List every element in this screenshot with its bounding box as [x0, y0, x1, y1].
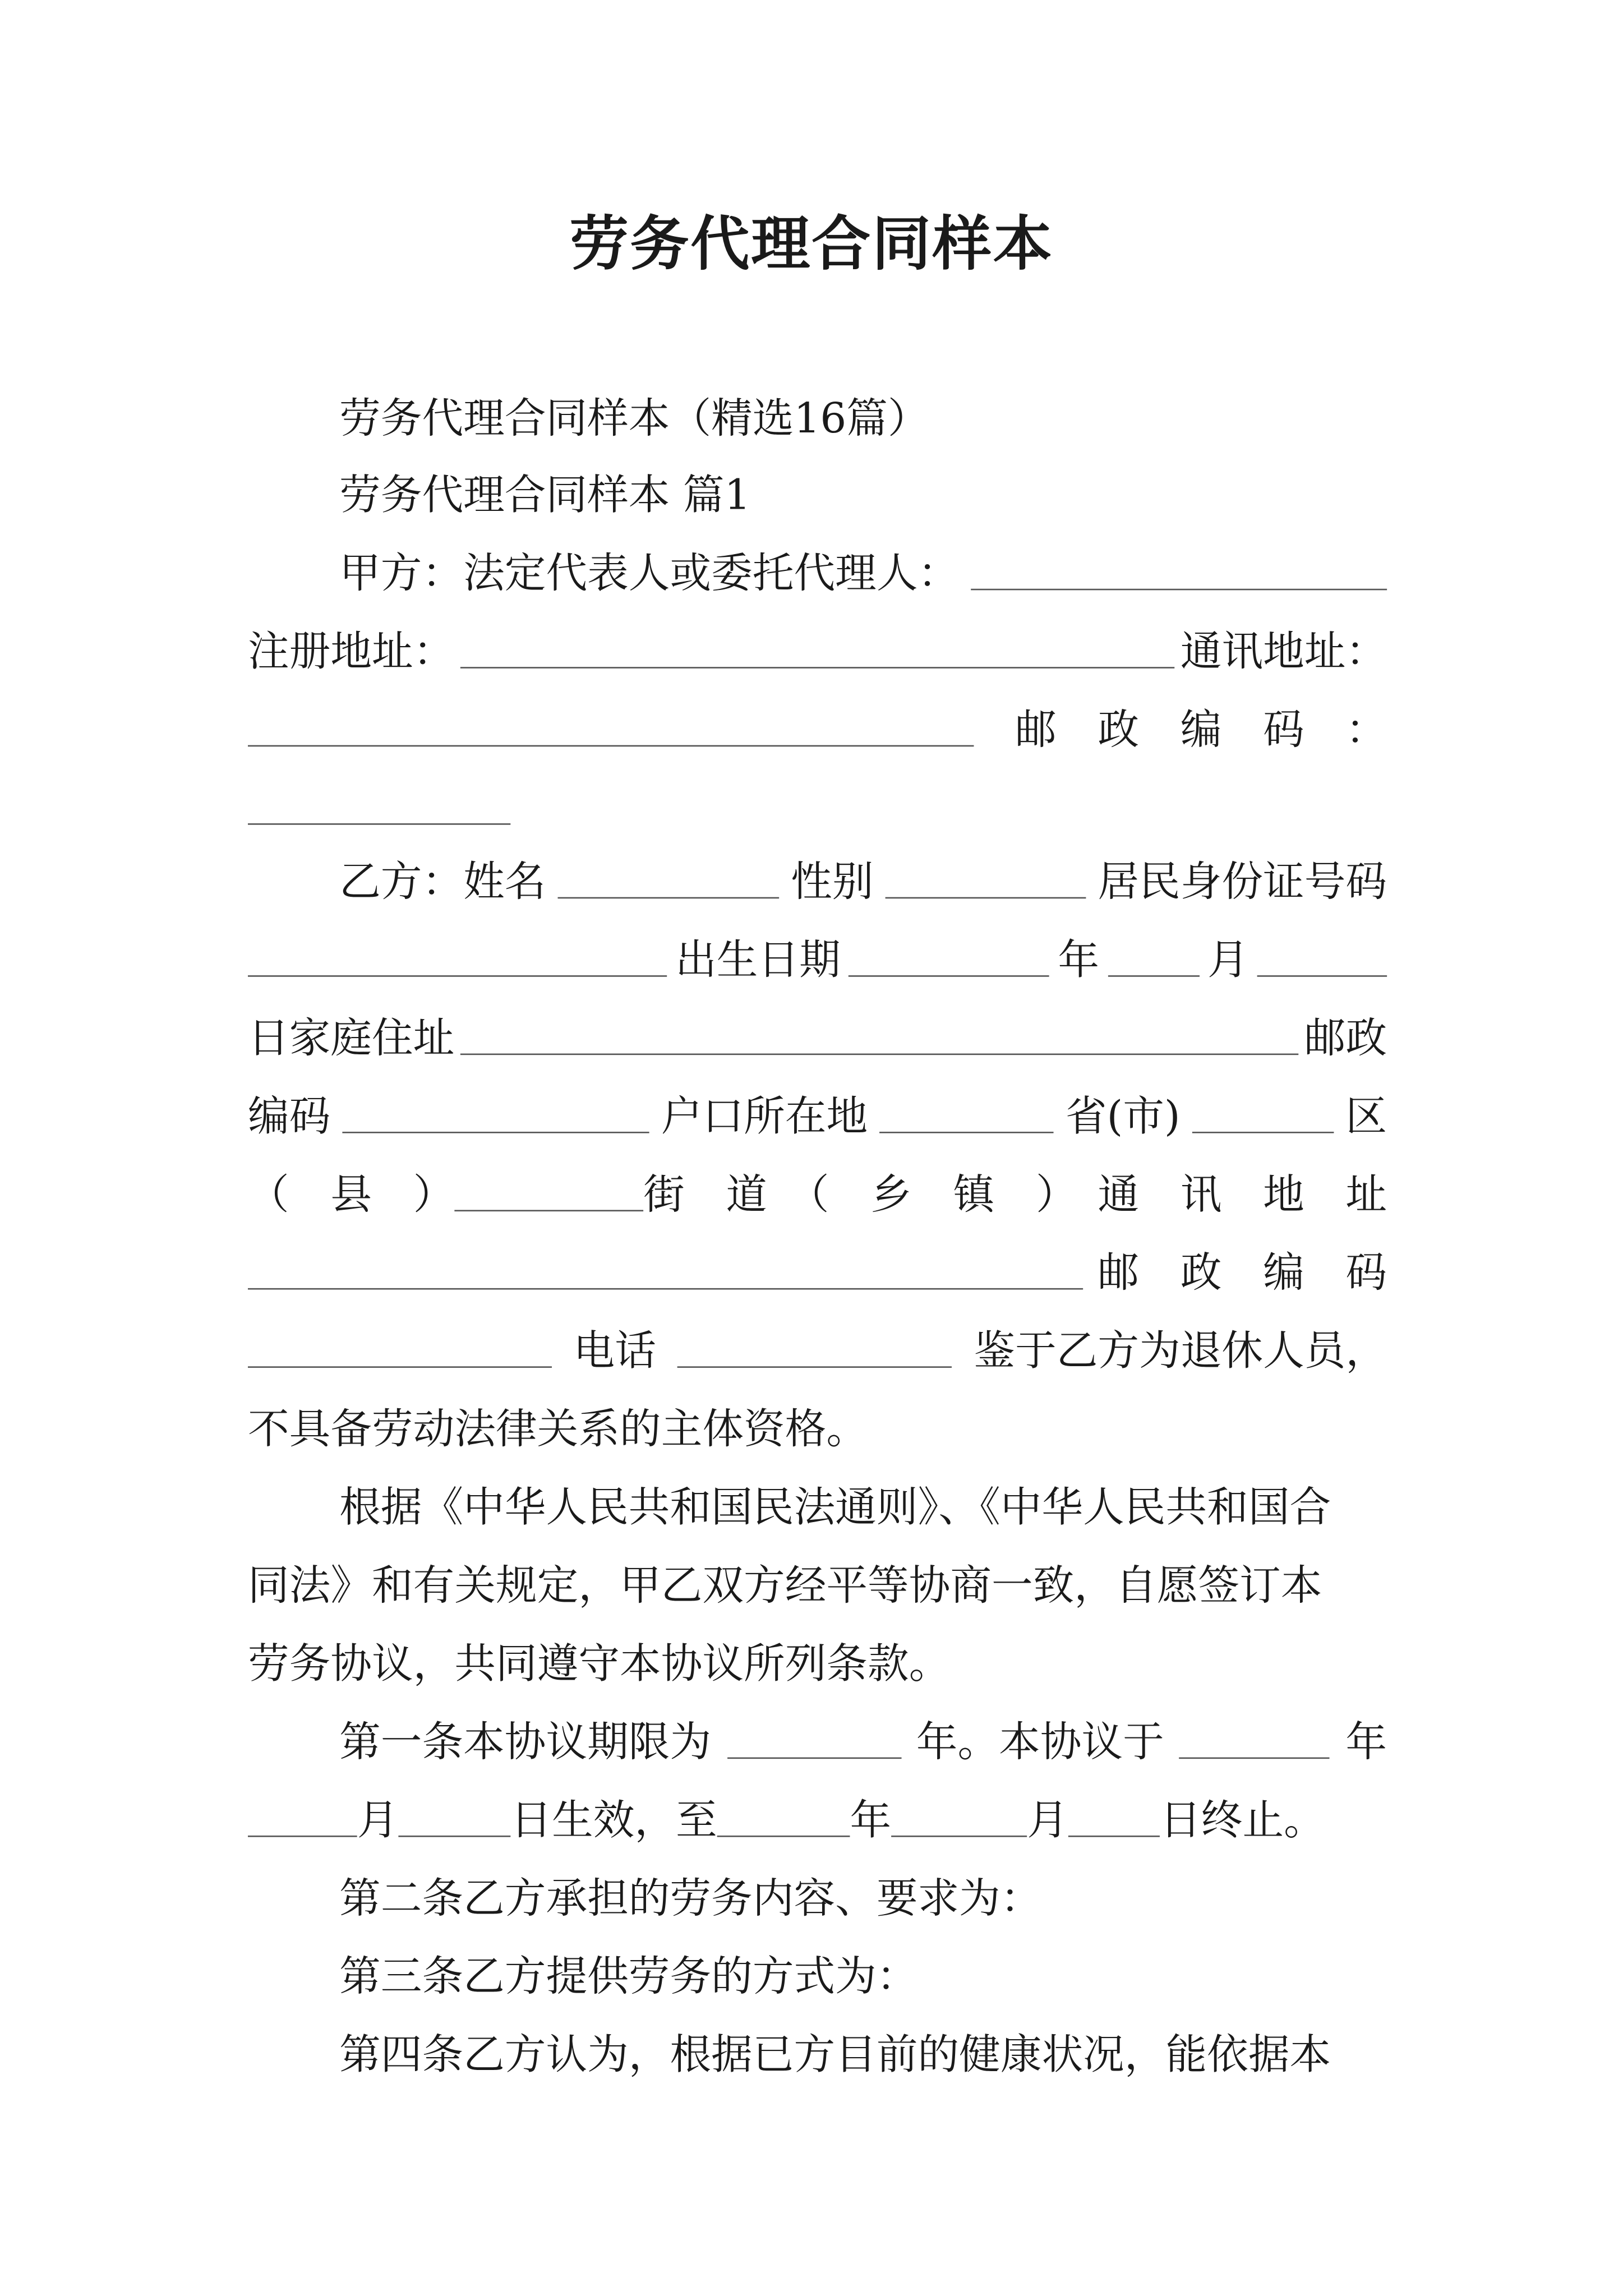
article-1-effective-label: 年。本协议于	[916, 1717, 1164, 1767]
party-a-address-line	[248, 626, 1387, 679]
article-2-line	[339, 1873, 1387, 1926]
article-3-text: 第三条乙方提供劳务的方式为：	[339, 1952, 918, 2001]
party-a-representative-label: 甲方：法定代表人或委托代理人：	[339, 548, 960, 598]
district-label: 区	[1345, 1091, 1387, 1141]
party-b-line-5	[248, 1169, 1387, 1222]
party-a-line	[339, 547, 1387, 601]
party-b-line-3	[248, 1012, 1387, 1066]
article-1-year-label: 年	[1345, 1717, 1387, 1767]
article-1-term-label: 第一条本协议期限为	[339, 1717, 712, 1767]
article-4-text: 第四条乙方认为，根据已方目前的健康状况，能依据本	[339, 2030, 1331, 2080]
province-label: 省(市)	[1065, 1091, 1181, 1141]
party-b-line-6	[248, 1247, 1387, 1300]
article-1-month-label: 月	[357, 1795, 399, 1845]
phone-label: 电话	[573, 1326, 656, 1376]
end-day-blank[interactable]	[1068, 1836, 1160, 1837]
province-blank[interactable]	[1192, 1132, 1334, 1133]
article-1-effective-to-label: 日生效，至	[510, 1795, 717, 1845]
communication-address-label: 通讯地址：	[1180, 627, 1387, 676]
article-4-line	[339, 2029, 1387, 2082]
basis-text-2: 同法》和有关规定，甲乙双方经平等协商一致，自愿签订本	[248, 1561, 1322, 1610]
start-day-blank[interactable]	[398, 1836, 510, 1837]
basis-text-1: 根据《中华人民共和国民法通则》、《中华人民共和国合	[339, 1483, 1331, 1532]
party-b-postal-code-blank[interactable]	[248, 1366, 552, 1368]
county-blank[interactable]	[454, 1210, 643, 1211]
birth-month-blank[interactable]	[1108, 975, 1199, 977]
article-1-line-1	[339, 1716, 1387, 1769]
section-heading: 劳务代理合同样本 篇1	[339, 471, 751, 520]
party-b-line-8	[248, 1403, 1387, 1456]
party-b-line-1	[339, 856, 1387, 909]
id-number-blank[interactable]	[248, 975, 667, 977]
postal-label-c: 邮 政 编 码	[1098, 1248, 1387, 1297]
start-month-blank[interactable]	[248, 1836, 357, 1837]
birth-year-blank[interactable]	[849, 975, 1050, 977]
party-b-line-2	[248, 934, 1387, 987]
hukou-label: 户口所在地	[661, 1091, 868, 1141]
end-year-blank[interactable]	[717, 1836, 850, 1837]
article-1-end-year-label: 年	[850, 1795, 892, 1845]
postal-label-b: 编码	[248, 1091, 331, 1141]
article-2-text: 第二条乙方承担的劳务内容、要求为：	[339, 1874, 1042, 1923]
term-years-blank[interactable]	[727, 1758, 901, 1759]
birth-day-blank[interactable]	[1257, 975, 1387, 977]
basis-line-3	[248, 1638, 1387, 1691]
subtitle: 劳务代理合同样本（精选16篇）	[339, 394, 929, 443]
registered-address-blank[interactable]	[460, 667, 1174, 668]
communication-address-blank[interactable]	[248, 745, 974, 747]
birth-date-label: 出生日期	[675, 935, 841, 984]
party-b-line-7	[248, 1325, 1387, 1378]
gender-blank[interactable]	[886, 897, 1086, 899]
retired-text: 鉴于乙方为退休人员，	[974, 1326, 1387, 1376]
registered-address-label: 注册地址：	[248, 627, 455, 676]
postal-label-a: 邮政	[1304, 1013, 1387, 1063]
party-a-postal-blank[interactable]	[248, 823, 510, 825]
phone-blank[interactable]	[677, 1366, 952, 1368]
party-b-comm-address-blank[interactable]	[248, 1288, 1083, 1290]
party-a-postal-label: 邮 政 编 码 ：	[1015, 705, 1387, 754]
section-heading-line	[339, 469, 1387, 523]
party-b-name-blank[interactable]	[558, 897, 780, 899]
month-label: 月	[1207, 935, 1249, 984]
retired-text-2: 不具备劳动法律关系的主体资格。	[248, 1404, 868, 1454]
article-3-line	[339, 1951, 1387, 2004]
document-title: 劳务代理合同样本	[569, 209, 1054, 279]
end-month-blank[interactable]	[891, 1836, 1027, 1837]
party-a-postal-blank-line	[248, 782, 1387, 835]
party-a-postal-line	[248, 704, 1387, 757]
party-b-line-4	[248, 1090, 1387, 1144]
subtitle-line	[339, 393, 1387, 446]
article-1-end-month-label: 月	[1027, 1795, 1069, 1845]
id-number-label: 居民身份证号码	[1098, 857, 1387, 906]
gender-label: 性别	[791, 857, 874, 906]
street-label: 街 道 （ 乡 镇 ） 通 讯 地 址	[643, 1170, 1387, 1219]
hukou-blank[interactable]	[879, 1132, 1053, 1133]
party-b-postal-blank[interactable]	[342, 1132, 649, 1133]
article-1-terminate-label: 日终止。	[1160, 1795, 1325, 1845]
county-label: （ 县 ）	[248, 1170, 455, 1219]
party-b-name-label: 乙方：姓名	[339, 857, 546, 906]
article-1-line-2	[248, 1794, 1387, 1847]
basis-line-1	[339, 1482, 1387, 1535]
start-year-blank[interactable]	[1179, 1758, 1330, 1759]
home-address-label: 日家庭住址	[248, 1013, 455, 1063]
basis-text-3: 劳务协议，共同遵守本协议所列条款。	[248, 1639, 951, 1688]
representative-blank[interactable]	[971, 589, 1387, 591]
basis-line-2	[248, 1560, 1387, 1613]
home-address-blank[interactable]	[460, 1054, 1298, 1055]
year-label: 年	[1058, 935, 1100, 984]
